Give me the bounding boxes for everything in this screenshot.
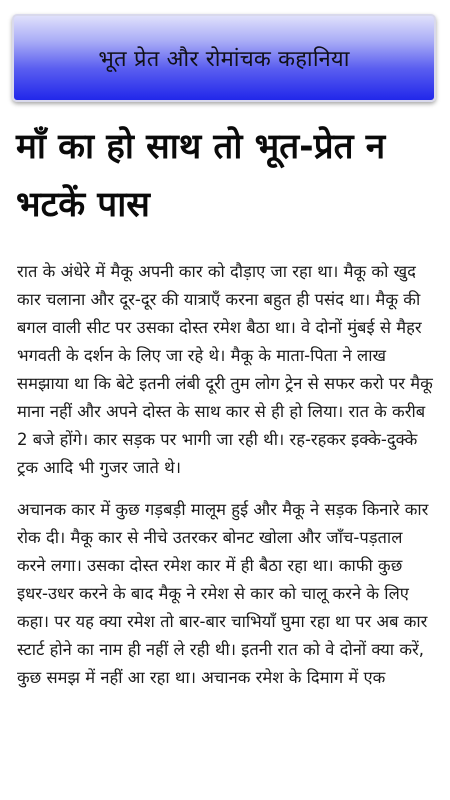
story-paragraph: अचानक कार में कुछ गड़बड़ी मालूम हुई और मैकू ने सड़क किनारे कार रोक दी। मैकू कार से नीचे उतरकर बोनट खोला और जाँच-पड़ताल करने लगा। उसका दोस्त रमेश कार में ही बैठा रहा था। काफी कुछ इधर-उधर करने के बाद मैकू ने रमेश से कार को चालू करने के लिए कहा। पर यह क्या रमेश तो बार-बार चाभियाँ घुमा रहा था पर अब कार स्टार्ट होने का नाम ही नहीं ले रही थी। इतनी रात को वे दोनों क्या करें, कुछ समझ में नहीं आ रहा था। अचानक रमेश के दिमाग में एक	[17, 500, 429, 687]
app-header-bar	[12, 14, 436, 102]
story-title: माँ का हो साथ तो भूत-प्रेत न भटकें पास	[16, 127, 386, 225]
app-title: भूत प्रेत और रोमांचक कहानिया	[98, 47, 350, 72]
story-body[interactable]	[17, 258, 435, 706]
story-paragraph: रात के अंधेरे में मैकू अपनी कार को दौड़ाए जा रहा था। मैकू को खुद कार चलाना और दूर-दूर की यात्राएँ करना बहुत ही पसंद था। मैकू की बगल वाली सीट पर उसका दोस्त रमेश बैठा था। वे दोनों मुंबई से मैहर भगवती के दर्शन के लिए जा रहे थे। मैकू के माता-पिता ने लाख समझाया था कि बेटे इतनी लंबी दूरी तुम लोग ट्रेन से सफर करो पर मैकू माना नहीं और अपने दोस्त के साथ कार से ही हो लिया। रात के करीब 2 बजे होंगे। कार सड़क पर भागी जा रही थी। रह-रहकर इक्के-दुक्के ट्रक आदि भी गुजर जाते थे।	[17, 262, 433, 477]
